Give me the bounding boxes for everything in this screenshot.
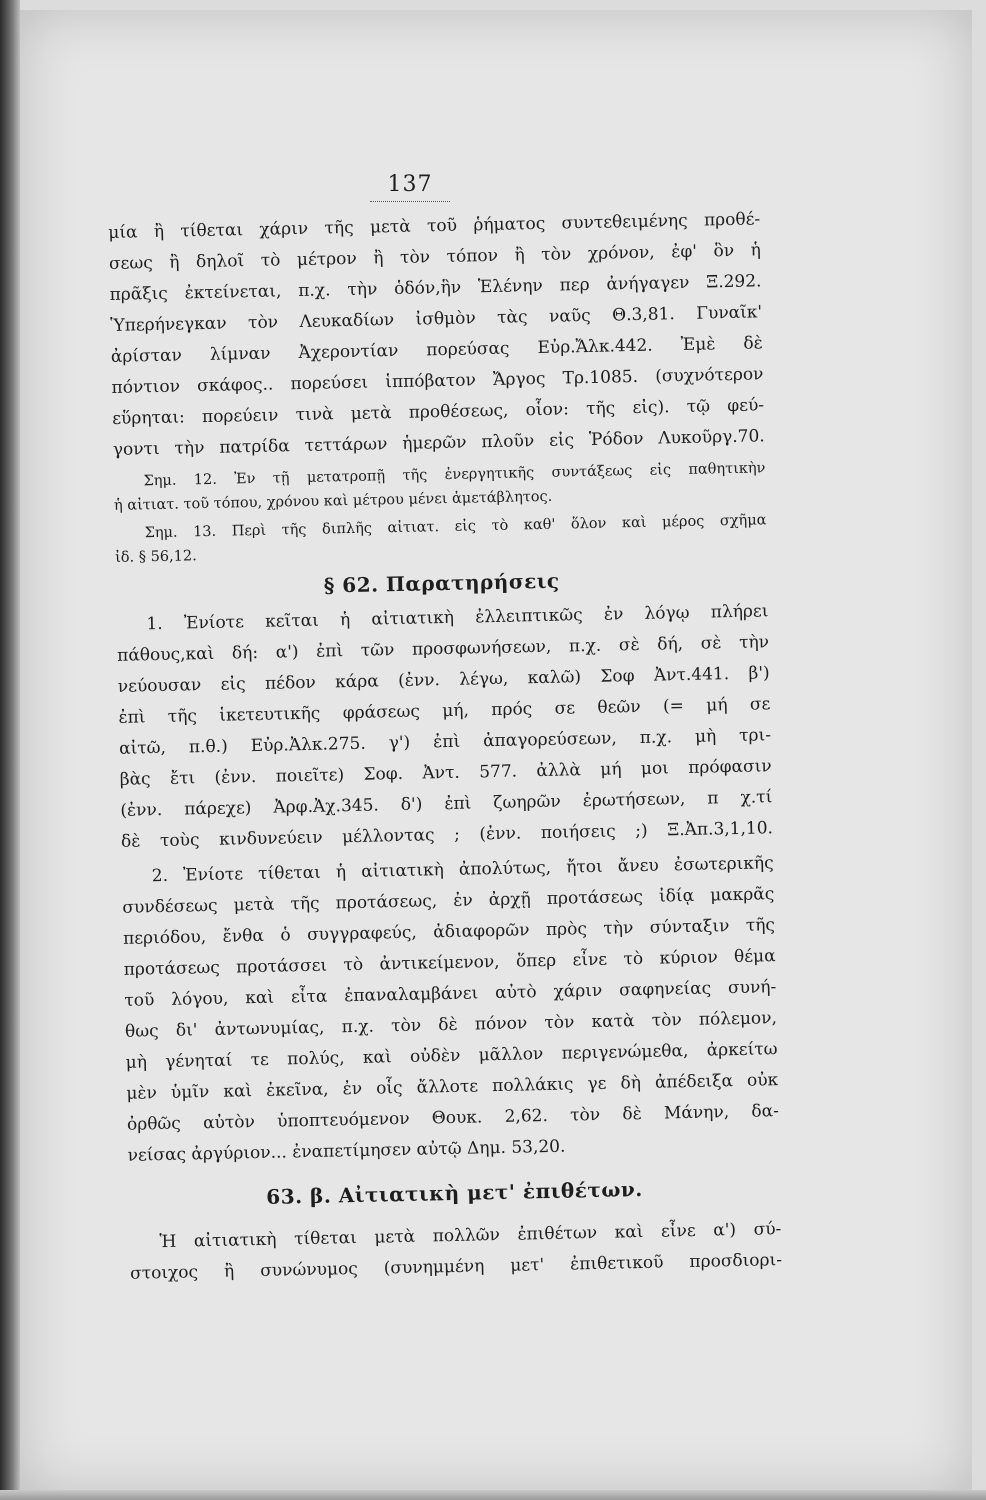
main-text <box>108 204 782 1289</box>
paragraph-3 <box>121 848 779 1172</box>
text-line: αἰτῶ, π.θ.) Εὐρ.Ἀλκ.275. γ') ἐπὶ ἀπαγορεύσεων, π.χ. μὴ τρι- <box>118 725 772 759</box>
page-bottom-edge <box>0 1490 986 1500</box>
text-line: νείσας ἀργύριον... ἐναπετίμησεν αὐτῷ Δημ. 53,20. <box>127 1136 566 1166</box>
section-62-title: Παρατηρήσεις <box>385 568 560 597</box>
text-line: μία ἢ τίθεται χάριν τῆς μετὰ τοῦ ῥήματος συντεθειμένης προθέ- <box>108 209 761 243</box>
text-line: σεως ἢ δηλοῖ τὸ μέτρον ἢ τὸν τόπον ἢ τὸν χρόνον, ἐφ' ὃν ἡ <box>108 240 762 274</box>
text-line: 2. Ἐνίοτε τίθεται ἡ αἰτιατικὴ ἀπολύτως, ἤτοι ἄνευ ἐσωτερικῆς <box>151 853 774 887</box>
text-line: βὰς ἔτι (ἐνν. ποιεῖτε) Σοφ. Ἀντ. 577. ἀλλὰ μή μοι πρόφασιν <box>119 756 772 790</box>
text-line: προτάσεως προτάσσει τὸ ἀντικείμενον, ὅπερ εἶνε τὸ κύριον θέμα <box>123 946 776 980</box>
text-line: δὲ τοὺς κινδυνεύειν μέλλοντας ; (ἐνν. ποιήσεις ;) Ξ.Ἀπ.3,1,10. <box>120 818 774 852</box>
text-line: νεύουσαν εἰς πέδον κάρα (ἐνν. λέγω, καλῶ) Σοφ Ἀντ.441. β') <box>117 663 770 697</box>
text-line: ἐπὶ τῆς ἱκετευτικῆς φράσεως μή, πρός σε θεῶν (= μή σε <box>118 694 771 728</box>
section-63-number: 63. β. <box>266 1183 332 1209</box>
text-line: πάθους,καὶ δή: α') ἐπὶ τῶν προσφωνήσεων, π.χ. σὲ δή, σὲ τὴν <box>116 632 770 666</box>
text-line: πόντιον σκάφος.. πορεύσει ἱππόβατον Ἄργος Τρ.1085. (συχνότερον <box>111 364 764 398</box>
text-line: Ὑπερήνεγκαν τὸν Λευκαδίων ἰσθμὸν τὰς ναῦς Θ.3,81. Γυναῖκ' <box>110 302 763 336</box>
text-line: θως δι' ἀντωνυμίας, π.χ. τὸν δὲ πόνον τὸν κατὰ τὸν πόλεμον, <box>124 1008 778 1042</box>
text-line: ὀρθῶς αὐτὸν ὑποπτευόμενον Θουκ. 2,62. τὸν δὲ Μάνην, δα- <box>126 1101 780 1135</box>
book-spine-shadow <box>0 0 20 1500</box>
text-line: τοῦ λόγου, καὶ εἶτα ἐπαναλαμβάνει αὐτὸ χάριν σαφηνείας συνή- <box>124 977 777 1011</box>
text-line: συνδέσεως μετὰ τῆς προτάσεως, ἐν ἀρχῇ προτάσεως ἰδίᾳ μακρᾶς <box>122 884 775 918</box>
page-number: 137 <box>370 172 450 202</box>
text-line: μὴ γένηταί τε πολύς, καὶ οὐδὲν μᾶλλον περιγενώμεθα, ἀρκείτω <box>125 1039 778 1073</box>
text-line: ἀρίσταν λίμναν Ἀχεροντίαν πορεύσας Εὐρ.Ἄλκ.442. Ἐμὲ δὲ <box>110 333 763 367</box>
section-62-number: § 62. <box>323 572 379 598</box>
text-line: 1. Ἐνίοτε κεῖται ἡ αἰτιατικὴ ἐλλειπτικῶς ἐν λόγῳ πλήρει <box>146 601 769 635</box>
text-line: εὕρηται: πορεύειν τινὰ μετὰ προθέσεως, οἷον: τῆς εἰς). τῷ φεύ- <box>112 395 765 429</box>
text-line: μὲν ὑμῖν καὶ ἐκεῖνα, ἐν οἷς ἄλλοτε πολλάκις γε δὴ ἀπέδειξα οὐκ <box>126 1070 779 1104</box>
text-line: πρᾶξις ἐκτείνεται, π.χ. τὴν ὁδόν,ἣν Ἑλένην περ ἀνήγαγεν Ξ.292. <box>109 271 762 305</box>
text-line: (ἐνν. πάρεχε) Ἀρφ.Ἀχ.345. δ') ἐπὶ ζωηρῶν ἐρωτήσεων, π χ.τί <box>120 787 773 821</box>
text-line: Ἡ αἰτιατικὴ τίθεται μετὰ πολλῶν ἐπιθέτων καὶ εἶνε α') σύ- <box>159 1219 782 1253</box>
paragraph-1 <box>108 204 765 466</box>
text-line: περιόδου, ἔνθα ὁ συγγραφεύς, ἀδιαφορῶν πρὸς τὴν σύνταξιν τῆς <box>122 915 776 949</box>
paragraph-2 <box>116 596 773 858</box>
note-line: ἰδ. § 56,12. <box>114 548 197 566</box>
text-line: γοντι τὴν πατρίδα τεττάρων ἡμερῶν πλοῦν εἰς Ῥόδον Λυκοῦργ.70. <box>112 426 765 460</box>
note-line: ἡ αἰτιατ. τοῦ τόπου, χρόνου καὶ μέτρου μένει ἀμετάβλητος. <box>113 488 553 514</box>
note-line: Σημ. 12. Ἐν τῇ μετατροπῇ τῆς ἐνεργητικῆς συντάξεως εἰς παθητικὴν <box>143 460 766 490</box>
text-line: στοιχος ἢ συνώνυμος (συνημμένη μετ' ἐπιθετικοῦ προσδιορι- <box>129 1250 783 1284</box>
note-line: Σημ. 13. Περὶ τῆς διπλῆς αἰτιατ. εἰς τὸ καθ' ὅλον καὶ μέρος σχῆμα <box>144 512 767 542</box>
section-63-title: Αἰτιατικὴ μετ' ἐπιθέτων. <box>338 1177 643 1208</box>
